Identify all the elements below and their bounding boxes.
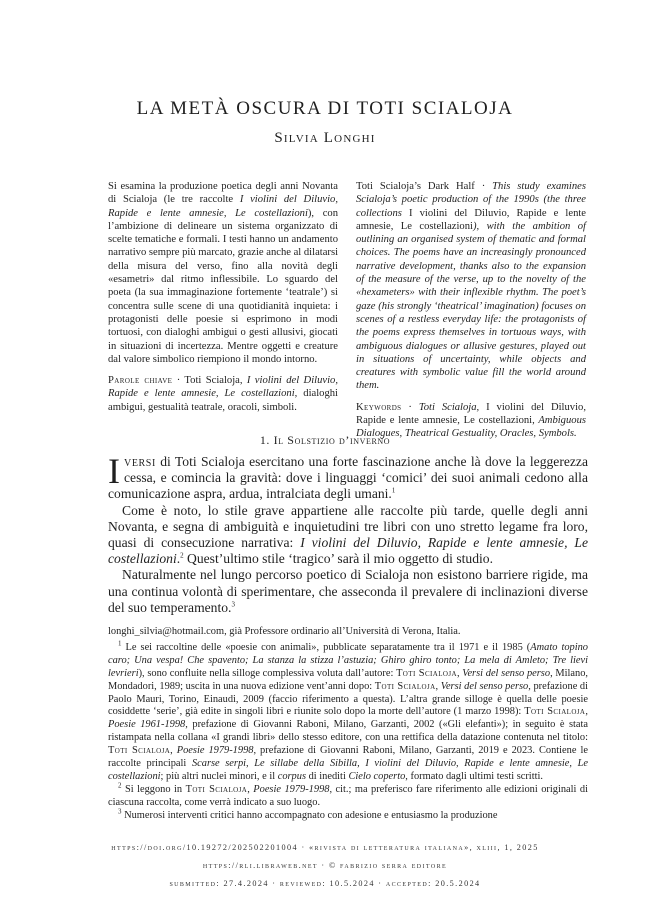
footer-doi[interactable]: https://doi.org/10.19272/202502201004 · «rivista di letteratura italiana», xliii, 1, 2025: [111, 843, 539, 852]
fn2-e: , cit.; ma preferisco fare riferimento alle edizioni originali di ciascuna raccolta, come verrà indicato a suo luogo.: [108, 783, 588, 808]
abstract-it-text-2: ), con l’ambizione di delineare un sistema organizzato di scelte tematiche e formali. I testi hanno un andamento narrativo sempre più marcato, grazie anche al dilatarsi della misura del verso, fino alla novità degli «esametri» dal ritmo inflessibile. Lo sguardo del poeta (la sua immaginazione fortemente ‘teatrale’) si concentra sulle scene di una quotidianità inquieta: i protagonisti delle poesie si esprimono in modi tortuosi, con dialoghi ambigui o gesti allusivi, giocati in situazioni di incertezza. Mentre oggetti e creature dal valore simbolico riempiono il mondo intorno.: [108, 207, 339, 365]
section-heading: 1. Il Solstizio d’inverno: [259, 433, 391, 447]
abstract-en-text-2: ), with the ambition of outlining an organised system of thematic and formal choices. The poems have an increasingly pronounced narrative development, thanks also to the expansion of the measure of the verse, up to the novelty of the «hexameters» with their inflexible rhythm. The poet’s gaze (his strongly ‘theatrical’ imagination) focuses on scenes of a restless everyday life: the protagonists of the poems express themselves in tortuous ways, with ambiguous dialogues or allusive gestures, played out in situations of uncertainty, while objects and creatures with symbolic value fill the world around them.: [356, 220, 586, 392]
fn1-s: , prefazione di Giovanni Raboni, Milano, Garzanti, 2019 e 2023. Contiene le raccolte principali: [108, 745, 588, 770]
fn1-w: di inediti: [306, 770, 349, 782]
fn1-n: Poesie 1961-1998: [108, 719, 186, 731]
fn1-d: Toti Scialoja: [396, 667, 457, 679]
fn1-t: Scarse serpi, Le sillabe della Sibilla, I violini del Diluvio, Rapide e lente amnesie, Le costellazioni: [108, 758, 589, 782]
fn1-m: ,: [585, 706, 588, 718]
fn1-f: Versi del senso perso: [462, 667, 551, 679]
footnote-1: [108, 639, 589, 784]
fn1-a: Le sei raccoltine delle «poesie con animali», pubblicate separatamente tra il 1971 e il 1985 (: [121, 641, 531, 653]
abstract-en-titles: I violini del Diluvio, Rapide e lente amnesie, Le costellazioni: [356, 207, 587, 232]
abstract-en-title: Toti Scialoja’s Dark Half: [356, 181, 475, 192]
body-paragraph-1: [108, 451, 588, 503]
keywords-en-label: Keywords: [356, 401, 402, 413]
abstract-it-titles: I violini del Diluvio, Rapide e lente amnesie, Le costellazioni: [108, 194, 338, 219]
keywords-it-rest: dialoghi ambigui, gestualità teatrale, oracoli, simboli.: [108, 388, 339, 413]
footnote-1-number: 1: [118, 639, 122, 648]
fn1-p: Toti Scialoja: [108, 745, 171, 757]
p3-text: Naturalmente nel lungo percorso poetico di Scialoja non esistono barriere rigide, ma una continua volontà di sperimentare, che asseconda il prevalere di inclinazioni diverse del suo temperamento.: [108, 567, 588, 615]
footnote-2-number: 2: [118, 781, 122, 790]
abstract-english-text: [356, 180, 586, 393]
fn1-v: corpus: [277, 770, 306, 782]
fn1-y: , formato dagli ultimi testi scritti.: [405, 770, 543, 782]
keywords-en-name: Toti Scialoja,: [418, 401, 487, 413]
abstract-en-text-1: This study examines Scialoja’s poetic production of the 1990s (the three collections: [356, 181, 586, 219]
keywords-it-titles: I violini del Diluvio, Rapide e lente amnesie, Le costellazioni,: [108, 375, 338, 400]
p2-titles: I violini del Diluvio, Rapide e lente amnesie, Le costellazioni: [108, 535, 588, 567]
footer-site[interactable]: https://rli.libraweb.net · © fabrizio serra editore: [202, 861, 448, 870]
footnotes: [108, 626, 588, 823]
body-paragraph-3: [108, 567, 588, 616]
fn2-a: Si leggono in: [121, 783, 186, 795]
fn3-a: Numerosi interventi critici hanno accompagnato con adesione e entusiasmo la produzione: [121, 809, 498, 821]
body-paragraph-2: [108, 503, 588, 568]
fn1-o: , prefazione di Giovanni Raboni, Milano, Garzanti, 2002 («Gli elefanti»); in seguito è stata ristampata nella collana «I grandi libri» dello stesso editore, con una rettifica della datazione contenuta nel titolo:: [108, 719, 588, 744]
drop-cap: I: [108, 451, 120, 491]
fn1-u: ; più altri nuclei minori, e il: [160, 770, 278, 782]
p2-text-d: Quest’ultimo stile ‘tragico’ sarà il mio oggetto di studio.: [183, 551, 493, 567]
fn1-r: Poesie 1979-1998: [176, 745, 254, 757]
footnote-3: [108, 807, 588, 823]
lead-small-caps: versi: [124, 454, 156, 469]
abstract-en-sep: ·: [474, 181, 493, 192]
footnote-ref-2[interactable]: 2: [180, 551, 184, 560]
footer-dates: submitted: 27.4.2024 · reviewed: 10.5.2024 · accepted: 20.5.2024: [169, 879, 481, 888]
p2-text-c: .: [176, 551, 181, 567]
fn1-x: Cielo coperto: [348, 770, 406, 782]
body-text: [108, 451, 588, 616]
footnote-ref-3[interactable]: 3: [231, 600, 235, 609]
author-affiliation: longhi_silvia@hotmail.com, già Professore ordinario all’Università di Verona, Italia.: [108, 626, 461, 637]
abstract-italian: [108, 180, 338, 414]
p2-text-a: Come è noto, lo stile grave appartiene alle raccolte più tarde, quelle degli anni Novanta, e segna di ambiguità e inquietudini tre libri con uno stretto legame fra loro, quasi di consecuzione narrativa:: [108, 502, 588, 551]
keywords-en-sep: ·: [401, 401, 419, 413]
keywords-en-rest: Ambiguous Dialogues, Theatrical Gestuality, Oracles, Symbols.: [356, 415, 586, 440]
keywords-it-sep: · Toti Scialoja,: [172, 375, 247, 387]
keywords-en-titles: I violini del Diluvio, Rapide e lente amnesie, Le costellazioni,: [356, 401, 586, 427]
article-title: LA METÀ OSCURA DI TOTI SCIALOJA: [136, 98, 514, 119]
fn1-g: , Milano, Mondadori, 1989; uscita in una nuova edizione vent’anni dopo:: [108, 667, 588, 692]
fn2-c: ,: [247, 783, 254, 795]
keywords-italian: [108, 374, 338, 414]
abstract-english: [356, 180, 586, 441]
footnote-2: [108, 781, 588, 810]
fn1-l: Toti Scialoja: [524, 706, 586, 718]
fn1-k: , prefazione di Paolo Mauri, Torino, Einaudi, 2009 (faccio riferimento a questa). L’altra grande silloge è quella delle poesie cosiddette ‘serie’, già edite in singoli libri e riunite solo dopo la morte dell’autore (1 marzo 1998):: [108, 680, 588, 718]
abstract-italian-text: [108, 180, 338, 366]
abstract-it-text-1: Si esamina la produzione poetica degli anni Novanta di Scialoja (le tre raccolte: [108, 181, 338, 206]
fn1-c: ), sono confluite nella silloge complessiva voluta dall’autore:: [138, 667, 397, 679]
fn1-j: Versi del senso perso: [440, 680, 529, 692]
fn1-q: ,: [170, 745, 177, 757]
fn1-e: ,: [456, 667, 463, 679]
p1-text: di Toti Scialoja esercitano una forte fascinazione anche là dove la leggerezza cessa, e comincia la gravità: dove i linguaggi ‘comici’ dei suoi animali cedono alla comunicazione aspra, ardua, intralciata degli umani.: [108, 454, 588, 502]
keywords-it-label: Parole chiave: [108, 375, 173, 387]
fn1-b: Amato topino caro; Una vespa! Che spavento; La stanza la stizza l’astuzia; Ghiro ghiro tonto; La mela di Amleto; Tre lievi levrieri: [108, 641, 589, 679]
footnote-3-number: 3: [118, 807, 122, 816]
article-author: Silvia Longhi: [274, 130, 376, 146]
footnote-ref-1[interactable]: 1: [391, 486, 396, 495]
fn1-i: ,: [435, 680, 441, 692]
fn2-d: Poesie 1979-1998: [253, 783, 330, 795]
fn1-h: Toti Scialoja: [374, 680, 436, 692]
fn2-b: Toti Scialoja: [185, 783, 248, 795]
